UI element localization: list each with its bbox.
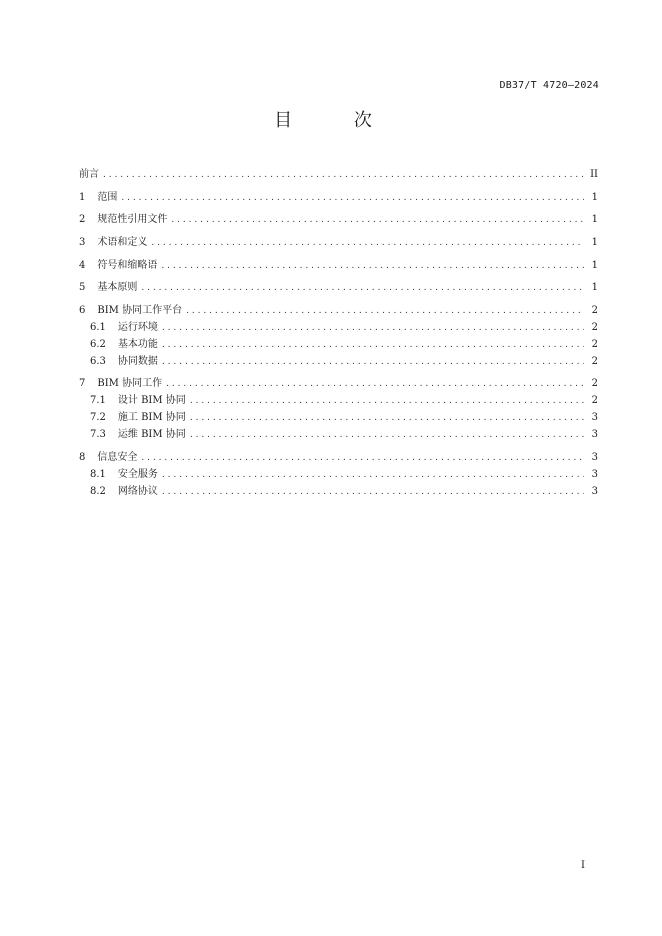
toc-entry-number: 2 — [79, 214, 86, 226]
toc-entry-label: BIM 协同工作平台 — [97, 305, 183, 317]
toc-entry-label: 信息安全 — [97, 451, 138, 463]
toc-entry-label: 设计 BIM 协同 — [117, 395, 186, 407]
toc-entry-label: 前言 — [79, 169, 99, 180]
toc-entry-page: 3 — [591, 485, 598, 497]
toc-subentry[interactable] — [79, 335, 598, 352]
dot-leader — [141, 283, 584, 293]
toc-entry-number: 8.1 — [90, 468, 106, 480]
toc-entry-page: 1 — [591, 237, 598, 249]
toc-entry-page: 2 — [591, 395, 598, 407]
dot-leader — [171, 215, 584, 225]
toc-subentry[interactable] — [79, 408, 598, 425]
dot-leader — [151, 238, 584, 248]
toc-entry-page: 2 — [591, 355, 598, 367]
toc-entry-page: 1 — [591, 214, 598, 226]
toc-entry-page: 2 — [591, 305, 598, 317]
toc-entry-label: 安全服务 — [117, 468, 158, 480]
toc-entry-number: 5 — [79, 282, 86, 294]
toc-entry-label: 规范性引用文件 — [97, 214, 168, 226]
toc-subentry[interactable] — [79, 391, 598, 408]
toc-entry[interactable] — [79, 233, 598, 250]
toc-entry-label: 协同数据 — [117, 355, 158, 367]
toc-entry-page: 3 — [591, 451, 598, 463]
toc-entry-page: II — [590, 169, 598, 180]
toc-entry[interactable] — [79, 256, 598, 273]
toc-entry-label: 网络协议 — [117, 485, 158, 497]
toc-entry-number: 3 — [79, 237, 86, 249]
toc-entry-page: 1 — [591, 191, 598, 203]
toc-entry-label: 术语和定义 — [97, 237, 148, 249]
toc-entry[interactable] — [79, 374, 598, 391]
toc-entry-number: 8 — [79, 451, 86, 463]
dot-leader — [162, 487, 584, 497]
toc-entry-page: 2 — [591, 378, 598, 390]
dot-leader — [141, 453, 584, 463]
toc-subentry[interactable] — [79, 425, 598, 442]
toc-subentry[interactable] — [79, 465, 598, 482]
toc-entry[interactable] — [79, 448, 598, 465]
toc-entry[interactable] — [79, 278, 598, 295]
toc-entry[interactable] — [79, 188, 598, 205]
toc-subentry[interactable] — [79, 318, 598, 335]
toc-entry-number: 8.2 — [90, 485, 106, 497]
toc-entry-page: 2 — [591, 322, 598, 334]
toc-entry-page: 3 — [591, 412, 598, 424]
toc-entry-number: 6.1 — [90, 322, 106, 334]
toc-entry-page: 2 — [591, 338, 598, 350]
dot-leader — [166, 379, 584, 389]
toc-entry-page: 1 — [591, 282, 598, 294]
dot-leader — [121, 193, 584, 203]
dot-leader — [103, 170, 584, 180]
page-title: 目 次 — [274, 110, 400, 131]
toc-entry-number: 7.2 — [90, 412, 106, 424]
table-of-contents — [79, 165, 598, 499]
dot-leader — [162, 470, 584, 480]
toc-entry-label: 范围 — [97, 191, 118, 203]
toc-entry-number: 7.1 — [90, 395, 106, 407]
dot-leader — [190, 430, 584, 440]
toc-entry-label: 运行环境 — [117, 322, 158, 334]
toc-entry-number: 4 — [79, 259, 86, 271]
dot-leader — [190, 396, 584, 406]
toc-entry[interactable] — [79, 301, 598, 318]
toc-entry-label: 运维 BIM 协同 — [117, 429, 186, 441]
toc-entry-label: BIM 协同工作 — [97, 378, 163, 390]
dot-leader — [161, 261, 584, 271]
toc-entry-number: 1 — [79, 191, 86, 203]
toc-entry[interactable] — [79, 165, 598, 182]
toc-entry-page: 3 — [591, 468, 598, 480]
toc-entry[interactable] — [79, 210, 598, 227]
dot-leader — [190, 413, 584, 423]
toc-entry-label: 施工 BIM 协同 — [117, 412, 186, 424]
toc-entry-page: 3 — [591, 429, 598, 441]
toc-entry-number: 6 — [79, 305, 86, 317]
toc-subentry[interactable] — [79, 352, 598, 369]
toc-entry-label: 基本原则 — [97, 282, 138, 294]
toc-entry-number: 6.2 — [90, 338, 106, 350]
dot-leader — [162, 323, 584, 333]
document-code: DB37/T 4720—2024 — [499, 80, 599, 91]
dot-leader — [186, 306, 584, 316]
toc-entry-number: 7 — [79, 378, 86, 390]
page-number: I — [581, 860, 585, 871]
toc-entry-label: 符号和缩略语 — [97, 259, 158, 271]
toc-subentry[interactable] — [79, 482, 598, 499]
dot-leader — [162, 357, 584, 367]
dot-leader — [162, 340, 584, 350]
toc-entry-number: 6.3 — [90, 355, 106, 367]
toc-entry-number: 7.3 — [90, 429, 106, 441]
toc-entry-page: 1 — [591, 259, 598, 271]
toc-entry-label: 基本功能 — [117, 338, 158, 350]
